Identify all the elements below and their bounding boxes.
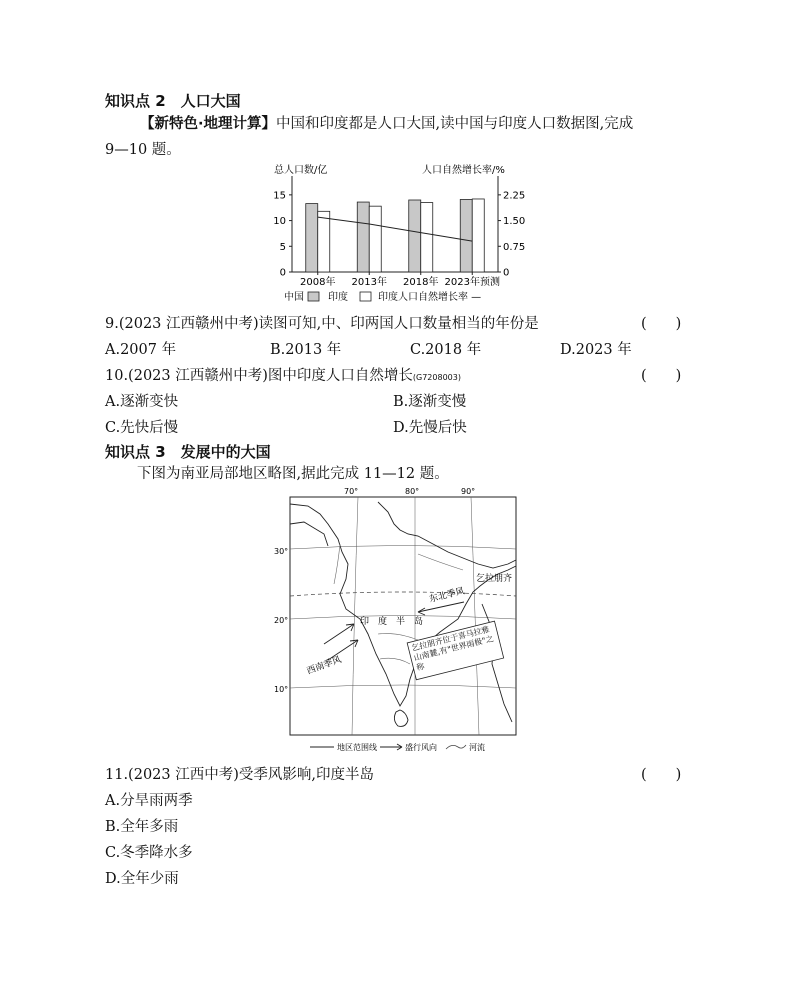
legend-river: 河流	[469, 743, 485, 752]
chart-legend-china-label: 中国	[284, 292, 304, 303]
section2-intro-cont: 9—10 题。	[105, 142, 181, 158]
intro-text: 中国和印度都是人口大国,读中国与印度人口数据图,完成	[276, 116, 634, 132]
chart-bar-china	[460, 199, 472, 272]
map-lon-70: 70°	[344, 487, 359, 496]
chart-ytick-left-label: 10	[273, 216, 286, 228]
q11-option-c[interactable]: C.冬季降水多	[105, 845, 193, 861]
map-lon-90: 90°	[461, 487, 476, 496]
map-label-ne-monsoon: 东北季风	[428, 586, 466, 605]
section2-title: 知识点 2 人口大国	[105, 92, 241, 110]
chart-bar-india	[318, 211, 330, 272]
map-lat-30: 30°	[274, 547, 289, 556]
q11-option-d[interactable]: D.全年少雨	[105, 871, 179, 887]
map-label-peninsula: 印 度 半 岛	[360, 617, 424, 627]
q10-answer-paren[interactable]: ( )	[641, 368, 682, 384]
chart-ytick-left-label: 15	[273, 190, 286, 202]
chart-ytick-right-label: 2.25	[503, 190, 526, 202]
q9-option-d[interactable]: D.2023 年	[560, 342, 632, 358]
q9-option-c[interactable]: C.2018 年	[410, 342, 482, 358]
map-label-sw-monsoon: 西南季风	[305, 655, 343, 677]
chart-ytick-right-label: 0.75	[503, 241, 526, 253]
map-note-text: 乞拉朋齐位于喜马拉雅山南麓,有"世界雨极"之称	[410, 624, 495, 673]
population-chart	[270, 160, 540, 306]
section3-intro: 下图为南亚局部地区略图,据此完成 11—12 题。	[137, 466, 449, 482]
q10-stem	[105, 364, 461, 385]
tropic-line	[290, 592, 516, 596]
q11-option-a[interactable]: A.分旱雨两季	[105, 793, 193, 809]
map-lat-10: 10°	[274, 685, 289, 694]
chart-bar-india	[369, 206, 381, 272]
chart-ytick-right-label: 0	[503, 267, 510, 279]
q10-option-b[interactable]: B.逐渐变慢	[393, 394, 467, 410]
intro-tag: 【新特色·地理计算】	[140, 116, 277, 132]
q9-option-a[interactable]: A.2007 年	[105, 342, 177, 358]
q11-stem: 11.(2023 江西中考)受季风影响,印度半岛	[105, 767, 374, 783]
q10-stem-text: 10.(2023 江西赣州中考)图中印度人口自然增长	[105, 368, 413, 384]
chart-legend-india-label: 印度	[328, 292, 348, 303]
map-lon-80: 80°	[405, 487, 420, 496]
chart-ytick-right-label: 1.50	[503, 216, 526, 228]
chart-legend-india-swatch	[360, 292, 371, 301]
q10-option-a[interactable]: A.逐渐变快	[105, 394, 179, 410]
chart-ylabel-right: 人口自然增长率/%	[422, 165, 505, 176]
section2-intro	[140, 117, 633, 132]
chart-legend-rate-label: 印度人口自然增长率 —	[378, 292, 482, 303]
q9-answer-paren[interactable]: ( )	[641, 316, 682, 332]
chart-ytick-left-label: 0	[279, 267, 286, 279]
map-note-box	[407, 621, 504, 680]
chart-ylabel-left: 总人口数/亿	[274, 165, 328, 176]
q9-stem: 9.(2023 江西赣州中考)读图可知,中、印两国人口数量相当的年份是	[105, 316, 539, 332]
chart-legend-china-swatch	[308, 292, 319, 301]
q9-option-b[interactable]: B.2013 年	[270, 342, 342, 358]
q10-option-d[interactable]: D.先慢后快	[393, 420, 467, 436]
chart-xtick-label: 2023年预测	[444, 277, 500, 288]
chart-xtick-label: 2013年	[351, 277, 387, 288]
chart-bar-china	[357, 202, 369, 272]
legend-wind: 盛行风向	[405, 743, 437, 752]
chart-bar-india	[421, 203, 433, 272]
map-landmass	[290, 502, 516, 726]
chart-bar-india	[472, 199, 484, 272]
map-legend	[310, 742, 485, 752]
chart-bar-china	[306, 204, 318, 272]
chart-xtick-label: 2008年	[300, 277, 336, 288]
section3-title: 知识点 3 发展中的大国	[105, 443, 271, 461]
map-graticule	[290, 497, 516, 735]
chart-ytick-left-label: 5	[279, 241, 286, 253]
south-asia-map	[268, 484, 528, 756]
legend-boundary: 地区范围线	[337, 743, 377, 752]
q10-option-c[interactable]: C.先快后慢	[105, 420, 179, 436]
map-frame	[290, 497, 516, 735]
map-label-cherrapunji: 乞拉朋齐	[476, 574, 513, 584]
q10-code: (G7208003)	[412, 373, 461, 382]
chart-bar-china	[409, 200, 421, 272]
q11-answer-paren[interactable]: ( )	[641, 767, 682, 783]
map-lat-20: 20°	[274, 616, 289, 625]
chart-line-india-rate	[318, 217, 473, 241]
q11-option-b[interactable]: B.全年多雨	[105, 819, 179, 835]
chart-xtick-label: 2018年	[403, 277, 439, 288]
